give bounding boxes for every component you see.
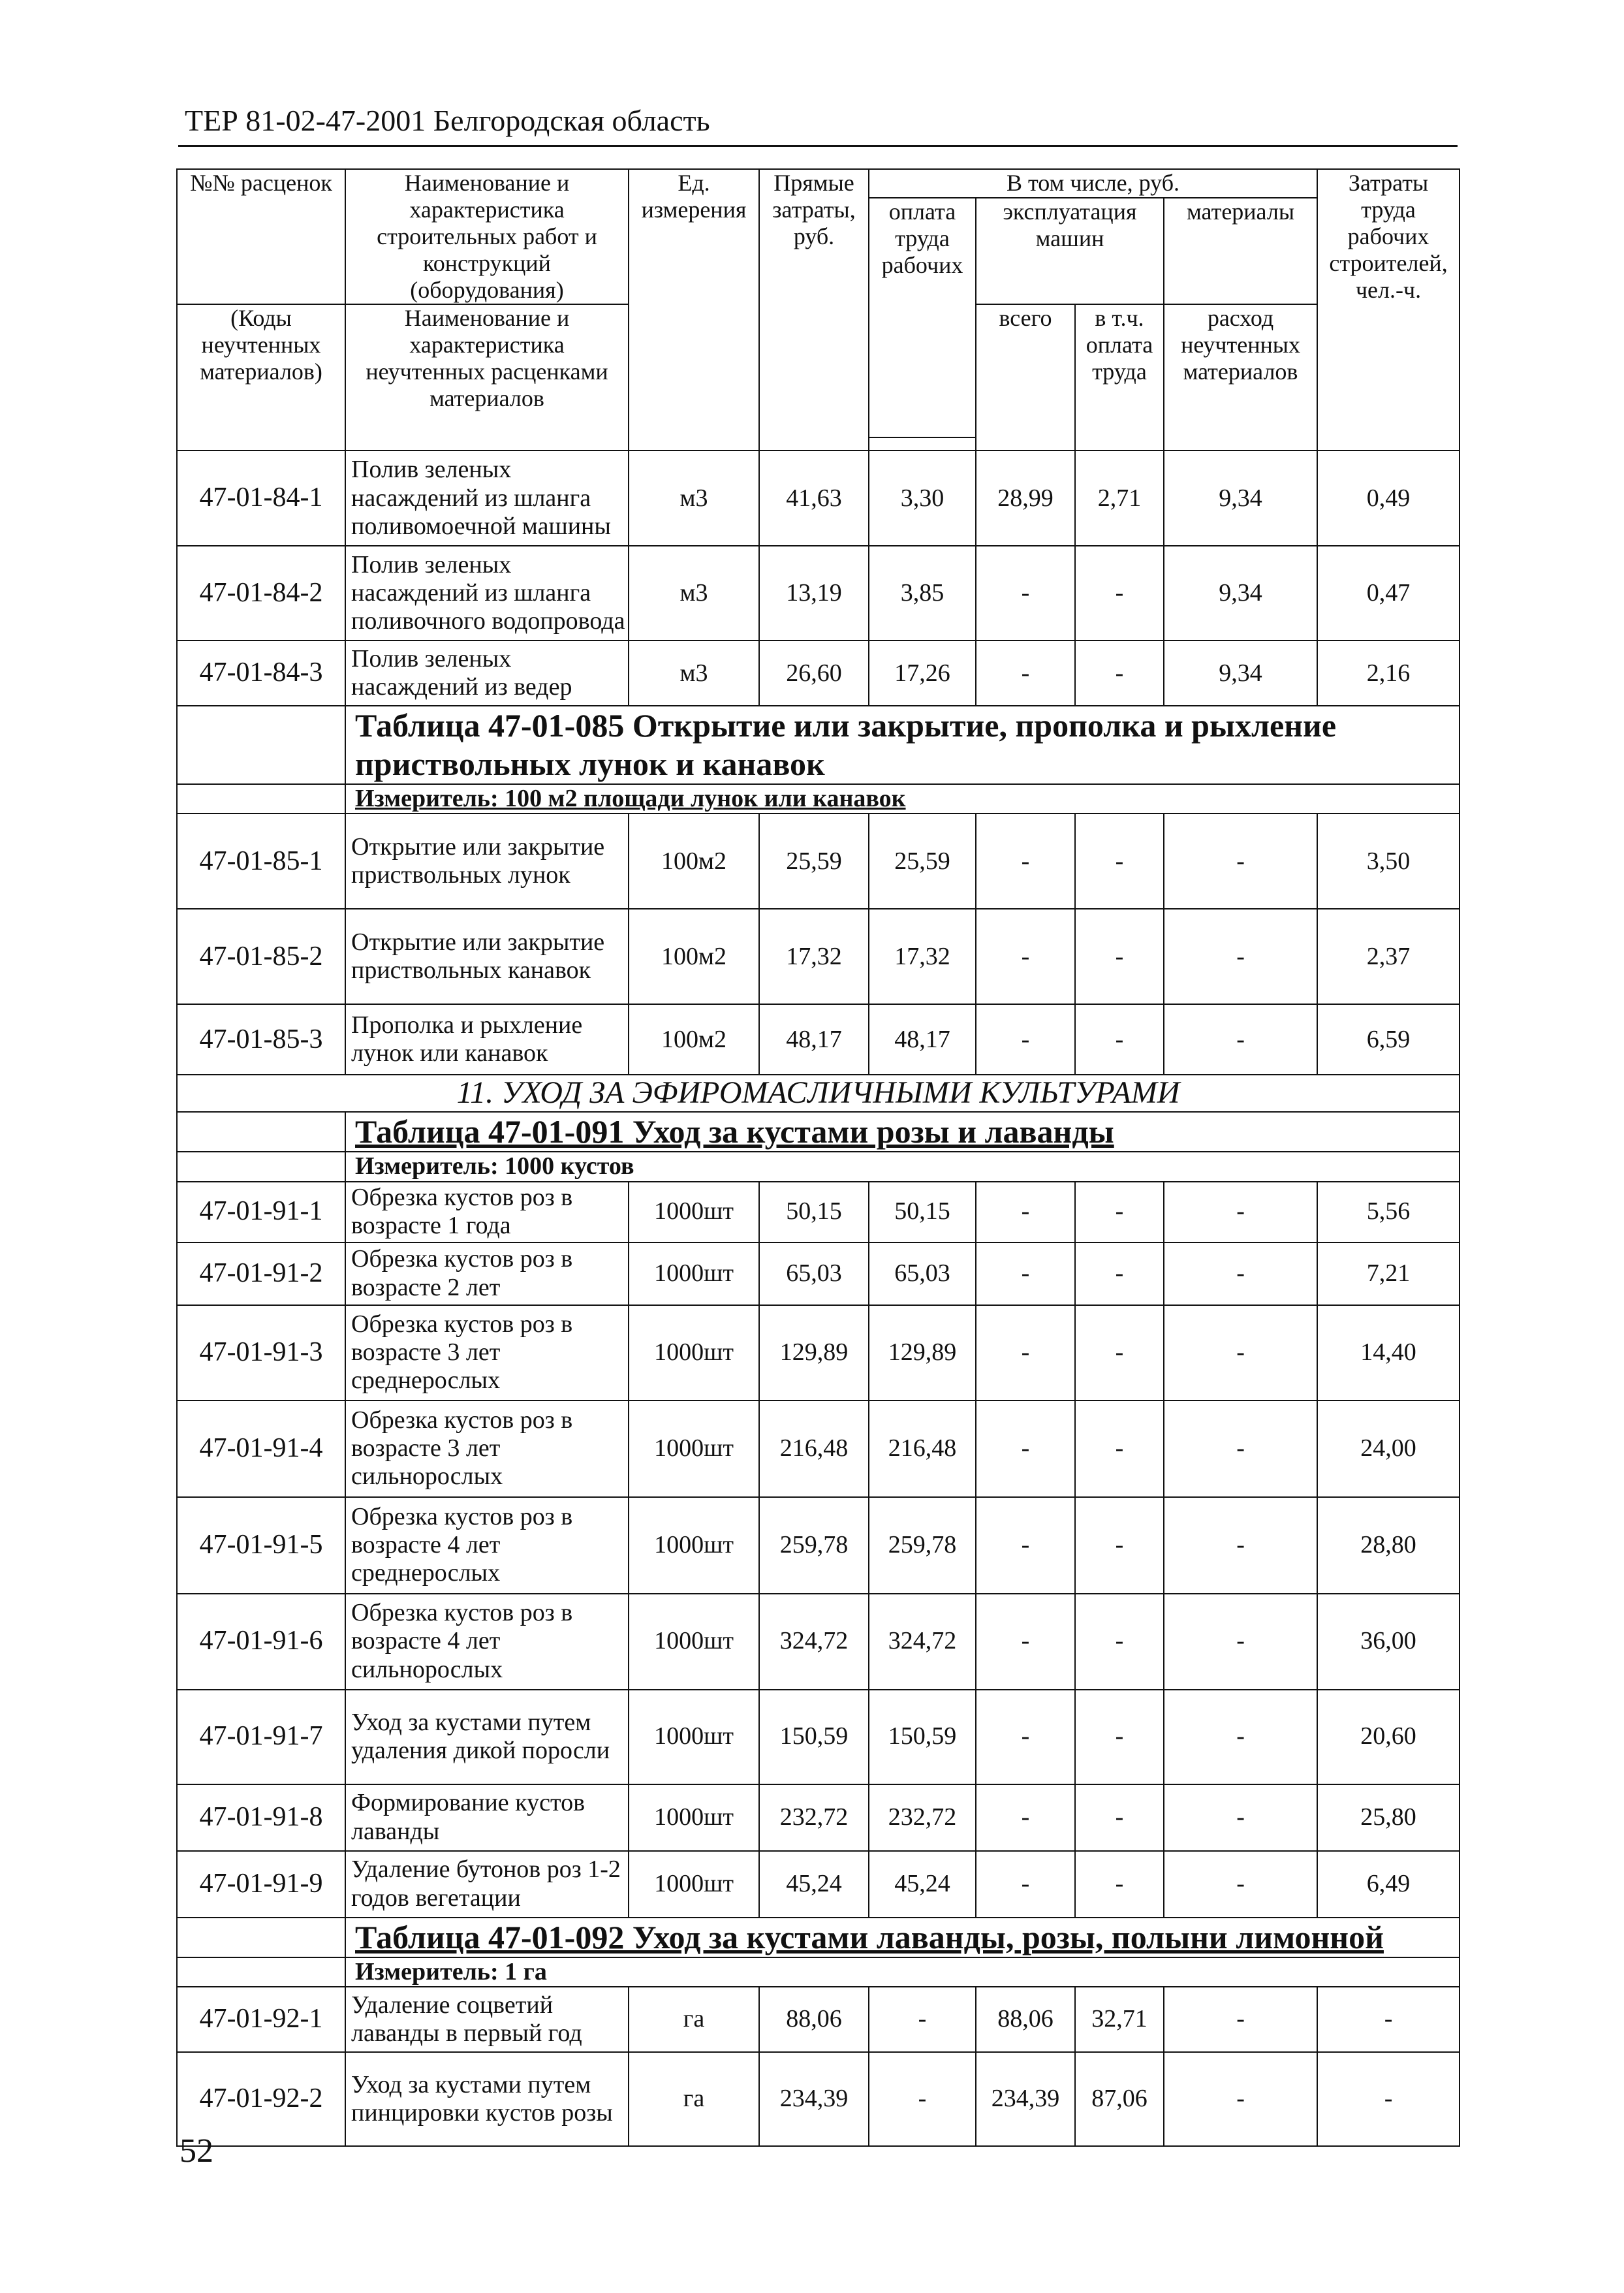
cell-unit: 1000шт bbox=[629, 1594, 759, 1690]
col-head-labor-pay: оплата труда рабочих bbox=[869, 198, 976, 437]
cell-mach-pay: - bbox=[1075, 640, 1164, 706]
cell-unit: м3 bbox=[629, 451, 759, 546]
cell-mach-pay: - bbox=[1075, 1305, 1164, 1400]
cell-code: 47-01-91-7 bbox=[177, 1690, 345, 1784]
cell-mach-pay: - bbox=[1075, 1497, 1164, 1594]
cell-labor: 7,21 bbox=[1317, 1242, 1460, 1305]
cell-mach-pay: - bbox=[1075, 1784, 1164, 1851]
table-row bbox=[177, 1497, 1460, 1594]
cell-unit: 1000шт bbox=[629, 1242, 759, 1305]
cell-direct: 65,03 bbox=[759, 1242, 869, 1305]
cell-direct: 13,19 bbox=[759, 546, 869, 640]
cell-name: Обрезка кустов роз в возрасте 1 года bbox=[345, 1182, 629, 1242]
cell-name: Обрезка кустов роз в возрасте 4 лет сильнорослых bbox=[345, 1594, 629, 1690]
cell-name: Удаление бутонов роз 1-2 годов вегетации bbox=[345, 1851, 629, 1918]
cell-mach: - bbox=[976, 1497, 1075, 1594]
cell-code: 47-01-91-3 bbox=[177, 1305, 345, 1400]
cell-pay: 129,89 bbox=[869, 1305, 976, 1400]
table-row bbox=[177, 451, 1460, 546]
table-row bbox=[177, 1400, 1460, 1497]
cell-direct: 26,60 bbox=[759, 640, 869, 706]
cell-mach: 28,99 bbox=[976, 451, 1075, 546]
measurement-unit-085: Измеритель: 100 м2 площади лунок или канавок bbox=[345, 784, 1460, 814]
cell-mach-pay: 32,71 bbox=[1075, 1987, 1164, 2052]
cell-unit: м3 bbox=[629, 640, 759, 706]
cell-name: Полив зеленых насаждений из шланга поливомоечной машины bbox=[345, 451, 629, 546]
cell-mat: - bbox=[1164, 1182, 1317, 1242]
cell-name: Удаление соцветий лаванды в первый год bbox=[345, 1987, 629, 2052]
header-row-1 bbox=[177, 169, 1460, 198]
cell-code: 47-01-91-6 bbox=[177, 1594, 345, 1690]
cell-labor: 0,47 bbox=[1317, 546, 1460, 640]
rates-table-wrap bbox=[176, 168, 1459, 2147]
cell-pay: - bbox=[869, 2052, 976, 2146]
cell-direct: 232,72 bbox=[759, 1784, 869, 1851]
cell-mat: 9,34 bbox=[1164, 451, 1317, 546]
cell-mach-pay: - bbox=[1075, 1851, 1164, 1918]
cell-mach: - bbox=[976, 1400, 1075, 1497]
cell-pay: 45,24 bbox=[869, 1851, 976, 1918]
cell-labor: 25,80 bbox=[1317, 1784, 1460, 1851]
header-rule bbox=[178, 145, 1458, 147]
cell-mach-pay: - bbox=[1075, 1400, 1164, 1497]
cell-unit: 100м2 bbox=[629, 1004, 759, 1075]
cell-mat: - bbox=[1164, 1784, 1317, 1851]
cell-mat: - bbox=[1164, 1690, 1317, 1784]
cell-direct: 216,48 bbox=[759, 1400, 869, 1497]
cell-unit: 1000шт bbox=[629, 1497, 759, 1594]
cell-mach: - bbox=[976, 1851, 1075, 1918]
cell-labor: 36,00 bbox=[1317, 1594, 1460, 1690]
cell-direct: 25,59 bbox=[759, 814, 869, 909]
cell-mat: - bbox=[1164, 1305, 1317, 1400]
cell-pay: 3,30 bbox=[869, 451, 976, 546]
cell-name: Формирование кустов лаванды bbox=[345, 1784, 629, 1851]
cell-mach-pay: - bbox=[1075, 1242, 1164, 1305]
cell-direct: 234,39 bbox=[759, 2052, 869, 2146]
cell-labor: 6,49 bbox=[1317, 1851, 1460, 1918]
table-title-092: Таблица 47-01-092 Уход за кустами лаванды, розы, полыни лимонной bbox=[345, 1918, 1460, 1957]
col-head-machines-total: всего bbox=[976, 304, 1075, 451]
cell-unit: м3 bbox=[629, 546, 759, 640]
cell-mach: - bbox=[976, 909, 1075, 1004]
measurement-unit-091-left-cell bbox=[177, 1152, 345, 1181]
table-title-085-left-cell bbox=[177, 706, 345, 784]
cell-mach-pay: - bbox=[1075, 909, 1164, 1004]
cell-mat: - bbox=[1164, 1400, 1317, 1497]
cell-pay: 216,48 bbox=[869, 1400, 976, 1497]
cell-mach: - bbox=[976, 1305, 1075, 1400]
cell-name: Обрезка кустов роз в возрасте 4 лет среднерослых bbox=[345, 1497, 629, 1594]
cell-mach: - bbox=[976, 1242, 1075, 1305]
table-title-092-row bbox=[177, 1918, 1460, 1957]
cell-pay: 150,59 bbox=[869, 1690, 976, 1784]
cell-name: Полив зеленых насаждений из шланга поливочного водопровода bbox=[345, 546, 629, 640]
table-title-091-row bbox=[177, 1112, 1460, 1152]
measurement-unit-085-row bbox=[177, 784, 1460, 814]
cell-pay: 259,78 bbox=[869, 1497, 976, 1594]
cell-pay: 48,17 bbox=[869, 1004, 976, 1075]
cell-mach: 88,06 bbox=[976, 1987, 1075, 2052]
col-head-code: №№ расценок bbox=[177, 169, 345, 304]
cell-mach-pay: - bbox=[1075, 1004, 1164, 1075]
col-head-labor-cost: Затраты труда рабочих строителей, чел.-ч. bbox=[1317, 169, 1460, 451]
measurement-unit-092-row bbox=[177, 1957, 1460, 1987]
table-row bbox=[177, 814, 1460, 909]
section-heading-row bbox=[177, 1075, 1460, 1112]
table-title-085: Таблица 47-01-085 Открытие или закрытие, прополка и рыхление приствольных лунок и канавок bbox=[345, 706, 1460, 784]
table-title-091-left-cell bbox=[177, 1112, 345, 1152]
cell-pay: 65,03 bbox=[869, 1242, 976, 1305]
cell-labor: - bbox=[1317, 2052, 1460, 2146]
cell-pay: 25,59 bbox=[869, 814, 976, 909]
cell-mach: - bbox=[976, 814, 1075, 909]
cell-mach-pay: 87,06 bbox=[1075, 2052, 1164, 2146]
table-row bbox=[177, 1004, 1460, 1075]
cell-direct: 41,63 bbox=[759, 451, 869, 546]
cell-unit: га bbox=[629, 2052, 759, 2146]
rates-table-body bbox=[177, 169, 1460, 2146]
cell-mach: - bbox=[976, 1784, 1075, 1851]
cell-pay: 324,72 bbox=[869, 1594, 976, 1690]
cell-direct: 259,78 bbox=[759, 1497, 869, 1594]
cell-unit: 100м2 bbox=[629, 814, 759, 909]
cell-labor: 2,37 bbox=[1317, 909, 1460, 1004]
cell-direct: 324,72 bbox=[759, 1594, 869, 1690]
cell-mat: - bbox=[1164, 909, 1317, 1004]
cell-mat: - bbox=[1164, 1497, 1317, 1594]
table-row bbox=[177, 1594, 1460, 1690]
cell-code: 47-01-84-1 bbox=[177, 451, 345, 546]
cell-mach-pay: 2,71 bbox=[1075, 451, 1164, 546]
col-head-machines: эксплуатация машин bbox=[976, 198, 1164, 304]
cell-unit: 1000шт bbox=[629, 1305, 759, 1400]
cell-code: 47-01-84-3 bbox=[177, 640, 345, 706]
cell-direct: 150,59 bbox=[759, 1690, 869, 1784]
table-row bbox=[177, 546, 1460, 640]
cell-mach-pay: - bbox=[1075, 546, 1164, 640]
cell-mat: - bbox=[1164, 1242, 1317, 1305]
cell-mach-pay: - bbox=[1075, 814, 1164, 909]
cell-code: 47-01-91-4 bbox=[177, 1400, 345, 1497]
table-row bbox=[177, 1242, 1460, 1305]
cell-mach: - bbox=[976, 1182, 1075, 1242]
table-title-092-left-cell bbox=[177, 1918, 345, 1957]
cell-mat: 9,34 bbox=[1164, 640, 1317, 706]
table-row bbox=[177, 1851, 1460, 1918]
col-head-unit: Ед. измерения bbox=[629, 169, 759, 451]
cell-mach: - bbox=[976, 1004, 1075, 1075]
cell-code: 47-01-91-5 bbox=[177, 1497, 345, 1594]
cell-unit: 1000шт bbox=[629, 1182, 759, 1242]
cell-mach-pay: - bbox=[1075, 1594, 1164, 1690]
table-title-085-row bbox=[177, 706, 1460, 784]
cell-mach: - bbox=[976, 1594, 1075, 1690]
section-heading: 11. УХОД ЗА ЭФИРОМАСЛИЧНЫМИ КУЛЬТУРАМИ bbox=[177, 1075, 1460, 1112]
cell-direct: 50,15 bbox=[759, 1182, 869, 1242]
table-row bbox=[177, 1987, 1460, 2052]
cell-code: 47-01-91-8 bbox=[177, 1784, 345, 1851]
col-head-name: Наименование и характеристика строительных работ и конструкций (оборудования) bbox=[345, 169, 629, 304]
cell-labor: 20,60 bbox=[1317, 1690, 1460, 1784]
table-row bbox=[177, 1690, 1460, 1784]
cell-mat: - bbox=[1164, 2052, 1317, 2146]
cell-name: Обрезка кустов роз в возрасте 2 лет bbox=[345, 1242, 629, 1305]
cell-name: Прополка и рыхление лунок или канавок bbox=[345, 1004, 629, 1075]
cell-code: 47-01-85-3 bbox=[177, 1004, 345, 1075]
table-row bbox=[177, 1784, 1460, 1851]
cell-mat: - bbox=[1164, 1004, 1317, 1075]
cell-unit: 100м2 bbox=[629, 909, 759, 1004]
cell-mach: - bbox=[976, 640, 1075, 706]
cell-labor: 2,16 bbox=[1317, 640, 1460, 706]
cell-code: 47-01-92-1 bbox=[177, 1987, 345, 2052]
cell-labor: 28,80 bbox=[1317, 1497, 1460, 1594]
cell-mat: - bbox=[1164, 1987, 1317, 2052]
cell-unit: 1000шт bbox=[629, 1690, 759, 1784]
cell-code: 47-01-92-2 bbox=[177, 2052, 345, 2146]
col-head-including: В том числе, руб. bbox=[869, 169, 1317, 198]
cell-labor: 6,59 bbox=[1317, 1004, 1460, 1075]
cell-mat: - bbox=[1164, 1594, 1317, 1690]
cell-code: 47-01-91-2 bbox=[177, 1242, 345, 1305]
cell-name: Обрезка кустов роз в возрасте 3 лет сильнорослых bbox=[345, 1400, 629, 1497]
cell-name: Полив зеленых насаждений из ведер bbox=[345, 640, 629, 706]
cell-mach-pay: - bbox=[1075, 1690, 1164, 1784]
cell-name: Обрезка кустов роз в возрасте 3 лет среднерослых bbox=[345, 1305, 629, 1400]
col-head-labor-pay-blank bbox=[869, 437, 976, 451]
cell-name: Открытие или закрытие приствольных канавок bbox=[345, 909, 629, 1004]
cell-code: 47-01-91-1 bbox=[177, 1182, 345, 1242]
cell-direct: 88,06 bbox=[759, 1987, 869, 2052]
cell-labor: - bbox=[1317, 1987, 1460, 2052]
cell-pay: 17,32 bbox=[869, 909, 976, 1004]
cell-unit: 1000шт bbox=[629, 1400, 759, 1497]
cell-mat: - bbox=[1164, 1851, 1317, 1918]
table-row bbox=[177, 1305, 1460, 1400]
table-row bbox=[177, 2052, 1460, 2146]
cell-name: Уход за кустами путем пинцировки кустов розы bbox=[345, 2052, 629, 2146]
cell-mach-pay: - bbox=[1075, 1182, 1164, 1242]
cell-labor: 0,49 bbox=[1317, 451, 1460, 546]
measurement-unit-091-row bbox=[177, 1152, 1460, 1181]
cell-direct: 17,32 bbox=[759, 909, 869, 1004]
cell-direct: 129,89 bbox=[759, 1305, 869, 1400]
col-head-materials: материалы bbox=[1164, 198, 1317, 304]
cell-labor: 3,50 bbox=[1317, 814, 1460, 909]
cell-direct: 48,17 bbox=[759, 1004, 869, 1075]
cell-code: 47-01-91-9 bbox=[177, 1851, 345, 1918]
cell-direct: 45,24 bbox=[759, 1851, 869, 1918]
cell-code: 47-01-85-2 bbox=[177, 909, 345, 1004]
cell-pay: 50,15 bbox=[869, 1182, 976, 1242]
page-number: 52 bbox=[180, 2132, 213, 2170]
cell-name: Открытие или закрытие приствольных лунок bbox=[345, 814, 629, 909]
cell-code: 47-01-84-2 bbox=[177, 546, 345, 640]
col-head-name-sub: Наименование и характеристика неучтенных расценками материалов bbox=[345, 304, 629, 451]
cell-name: Уход за кустами путем удаления дикой поросли bbox=[345, 1690, 629, 1784]
cell-mach: 234,39 bbox=[976, 2052, 1075, 2146]
cell-labor: 5,56 bbox=[1317, 1182, 1460, 1242]
cell-pay: 17,26 bbox=[869, 640, 976, 706]
measurement-unit-092: Измеритель: 1 га bbox=[345, 1957, 1460, 1987]
cell-pay: 232,72 bbox=[869, 1784, 976, 1851]
table-row bbox=[177, 1182, 1460, 1242]
col-head-materials-sub: расход неучтенных материалов bbox=[1164, 304, 1317, 451]
col-head-code-sub: (Коды неучтенных материалов) bbox=[177, 304, 345, 451]
measurement-unit-091: Измеритель: 1000 кустов bbox=[345, 1152, 1460, 1181]
cell-mach: - bbox=[976, 546, 1075, 640]
cell-code: 47-01-85-1 bbox=[177, 814, 345, 909]
table-row bbox=[177, 909, 1460, 1004]
cell-labor: 14,40 bbox=[1317, 1305, 1460, 1400]
measurement-unit-092-left-cell bbox=[177, 1957, 345, 1987]
cell-labor: 24,00 bbox=[1317, 1400, 1460, 1497]
table-row bbox=[177, 640, 1460, 706]
cell-mat: - bbox=[1164, 814, 1317, 909]
cell-mach: - bbox=[976, 1690, 1075, 1784]
measurement-unit-085-left-cell bbox=[177, 784, 345, 814]
cell-mat: 9,34 bbox=[1164, 546, 1317, 640]
table-title-091: Таблица 47-01-091 Уход за кустами розы и лаванды bbox=[345, 1112, 1460, 1152]
cell-unit: га bbox=[629, 1987, 759, 2052]
cell-pay: - bbox=[869, 1987, 976, 2052]
rates-table bbox=[176, 168, 1460, 2147]
cell-pay: 3,85 bbox=[869, 546, 976, 640]
col-head-machines-labor: в т.ч. оплата труда bbox=[1075, 304, 1164, 451]
running-header: ТЕР 81-02-47-2001 Белгородская область bbox=[185, 104, 710, 137]
cell-unit: 1000шт bbox=[629, 1784, 759, 1851]
cell-unit: 1000шт bbox=[629, 1851, 759, 1918]
col-head-direct: Прямые затраты, руб. bbox=[759, 169, 869, 451]
